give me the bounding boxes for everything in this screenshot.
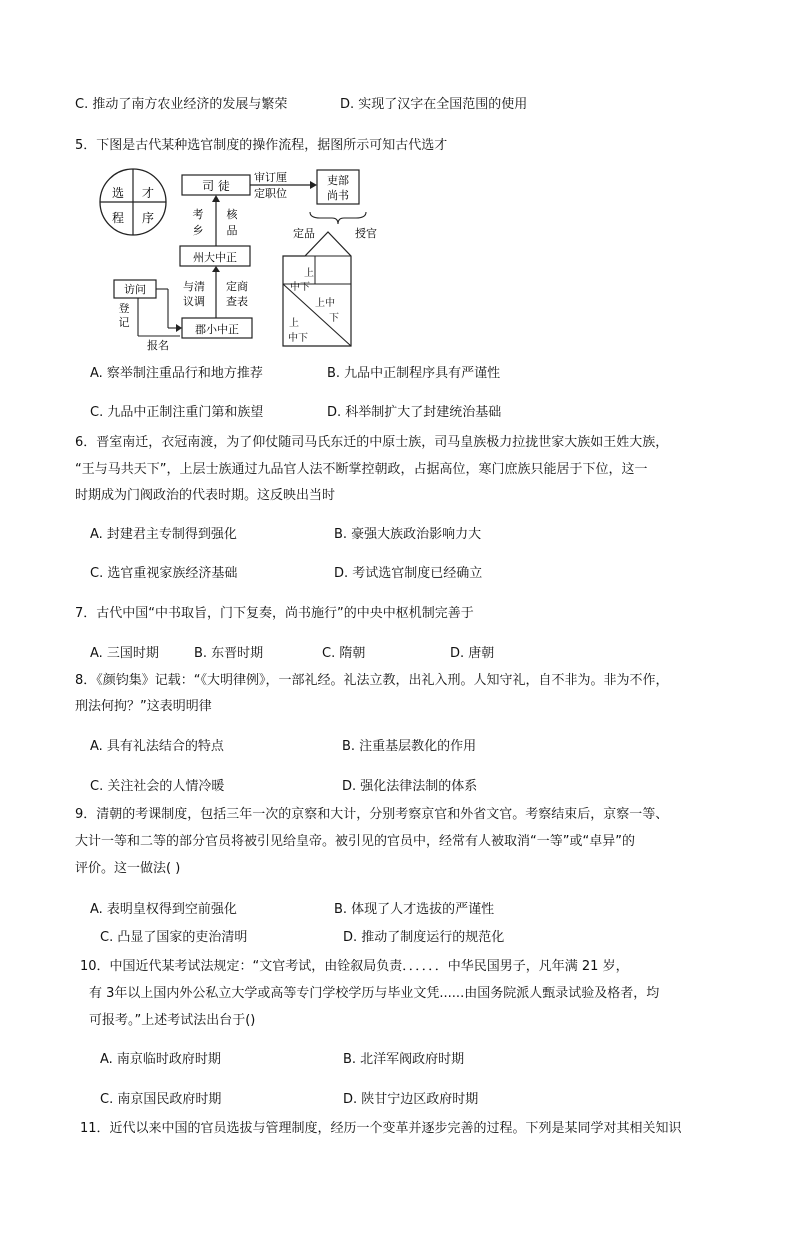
option-a: A. 封建君主专制得到强化 — [90, 527, 237, 542]
option-b: B. 豪强大族政治影响力大 — [334, 527, 482, 542]
situ-label: 司 徒 — [202, 179, 230, 193]
question-8-line-2: 刑法何拘？”这表明明律 — [75, 699, 212, 714]
jun-label: 郡小中正 — [195, 323, 239, 336]
option-c: C. 关注社会的人情冷暖 — [90, 779, 225, 794]
house-bot-2: 中下 — [288, 333, 308, 344]
shending-line-1: 审订厘 — [254, 171, 287, 184]
house-bot-1: 上 — [289, 318, 299, 329]
option-c: C. 南京国民政府时期 — [100, 1092, 222, 1107]
dengji-1: 登 — [118, 302, 130, 315]
question-7-stem: 7．古代中国“中书取旨，门下复奏，尚书施行”的中央中枢机制完善于 — [75, 606, 474, 621]
question-9-line-1: 9．清朝的考课制度，包括三年一次的京察和大计，分别考察京官和外省文官。考察结束后，京察一等、 — [75, 807, 669, 822]
question-9-line-2: 大计一等和二等的部分官员将被引见给皇帝。被引见的官员中，经常有人被取消“一等”或“卓异”的 — [75, 834, 635, 849]
dingshang-1: 定商 — [226, 280, 248, 293]
question-6-line-3: 时期成为门阀政治的代表时期。这反映出当时 — [75, 488, 336, 503]
option-b: B. 体现了人才选拔的严谨性 — [334, 902, 495, 917]
option-d: D. 唐朝 — [450, 646, 495, 661]
house-top-1: 上 — [304, 268, 314, 279]
option-b: B. 九品中正制程序具有严谨性 — [327, 366, 501, 381]
libu-line-2: 尚书 — [327, 189, 349, 202]
option-a: A. 三国时期 — [90, 646, 159, 661]
dingshang-2: 查表 — [226, 295, 248, 308]
option-a: A. 具有礼法结合的特点 — [90, 739, 224, 754]
question-5-stem: 5．下图是古代某种选官制度的操作流程，据图所示可知古代选才 — [75, 138, 448, 153]
question-10-line-2: 有 3年以上国内外公私立大学或高等专门学校学历与毕业文凭......由国务院派人甄录试验及格者，均 — [89, 986, 660, 1001]
selection-flow-diagram — [98, 166, 398, 351]
option-c: C. 隋朝 — [322, 646, 366, 661]
circle-char-1: 选 — [111, 186, 125, 200]
dingpin-label: 定品 — [293, 227, 315, 240]
option-d: D. 考试选官制度已经确立 — [334, 566, 483, 581]
shending-line-2: 定职位 — [254, 187, 287, 200]
house-top-2: 中下 — [290, 282, 310, 293]
question-8-line-1: 8．《颜钧集》记载：“《大明律例》，一部礼经。礼法立教，出礼入刑。人知守礼，自不非为。非为不作， — [75, 673, 669, 688]
option-a: A. 表明皇权得到空前强化 — [90, 902, 237, 917]
fangwen-label: 访问 — [124, 283, 146, 296]
circle-char-2: 才 — [141, 186, 155, 200]
option-d: D. 推动了制度运行的规范化 — [343, 930, 505, 945]
option-d: D. 强化法律法制的体系 — [342, 779, 478, 794]
kaoxiang-2: 乡 — [192, 224, 204, 237]
option-d: D. 陕甘宁边区政府时期 — [343, 1092, 479, 1107]
hepin-2: 品 — [226, 224, 238, 237]
zhou-label: 州大中正 — [193, 251, 237, 264]
option-c: C. 九品中正制注重门第和族望 — [90, 405, 264, 420]
option-a: A. 南京临时政府时期 — [100, 1052, 221, 1067]
circle-char-4: 序 — [141, 211, 155, 225]
option-c: C. 选官重视家族经济基础 — [90, 566, 238, 581]
baoming-label: 报名 — [147, 339, 169, 351]
option-d: D. 实现了汉字在全国范围的使用 — [340, 97, 528, 112]
yuqing-1: 与清 — [183, 280, 205, 293]
question-6-line-1: 6．晋室南迁，衣冠南渡，为了仰仗随司马氏东迁的中原士族，司马皇族极力拉拢世家大族如王姓大族， — [75, 435, 669, 450]
option-b: B. 东晋时期 — [194, 646, 264, 661]
house-mid-2: 下 — [329, 313, 339, 324]
option-b: B. 注重基层教化的作用 — [342, 739, 477, 754]
shouguan-label: 授官 — [355, 227, 377, 240]
option-c: C. 推动了南方农业经济的发展与繁荣 — [75, 97, 288, 112]
option-a: A. 察举制注重品行和地方推荐 — [90, 366, 263, 381]
option-d: D. 科举制扩大了封建统治基础 — [327, 405, 502, 420]
circle-char-3: 程 — [111, 211, 125, 225]
house-mid-1: 上中 — [315, 298, 335, 309]
question-11-line-1: 11．近代以来中国的官员选拔与管理制度，经历一个变革并逐步完善的过程。下列是某同学对其相关知识 — [80, 1121, 682, 1136]
hepin-1: 核 — [226, 208, 238, 221]
option-c: C. 凸显了国家的吏治清明 — [100, 930, 248, 945]
libu-line-1: 吏部 — [327, 174, 349, 187]
question-6-line-2: “王与马共天下”，上层士族通过九品官人法不断掌控朝政，占据高位，寒门庶族只能居于下位，这一 — [75, 462, 648, 477]
question-10-line-1: 10．中国近代某考试法规定：“文官考试，由铨叙局负责．．．．．．中华民国男子，凡年满 21 岁， — [80, 959, 629, 974]
option-b: B. 北洋军阀政府时期 — [343, 1052, 465, 1067]
question-10-line-3: 可报考。”上述考试法出台于() — [89, 1013, 256, 1028]
kaoxiang-1: 考 — [192, 208, 204, 221]
question-9-line-3: 评价。这一做法( ) — [75, 861, 181, 876]
dengji-2: 记 — [118, 316, 130, 329]
yuqing-2: 议调 — [183, 295, 205, 308]
